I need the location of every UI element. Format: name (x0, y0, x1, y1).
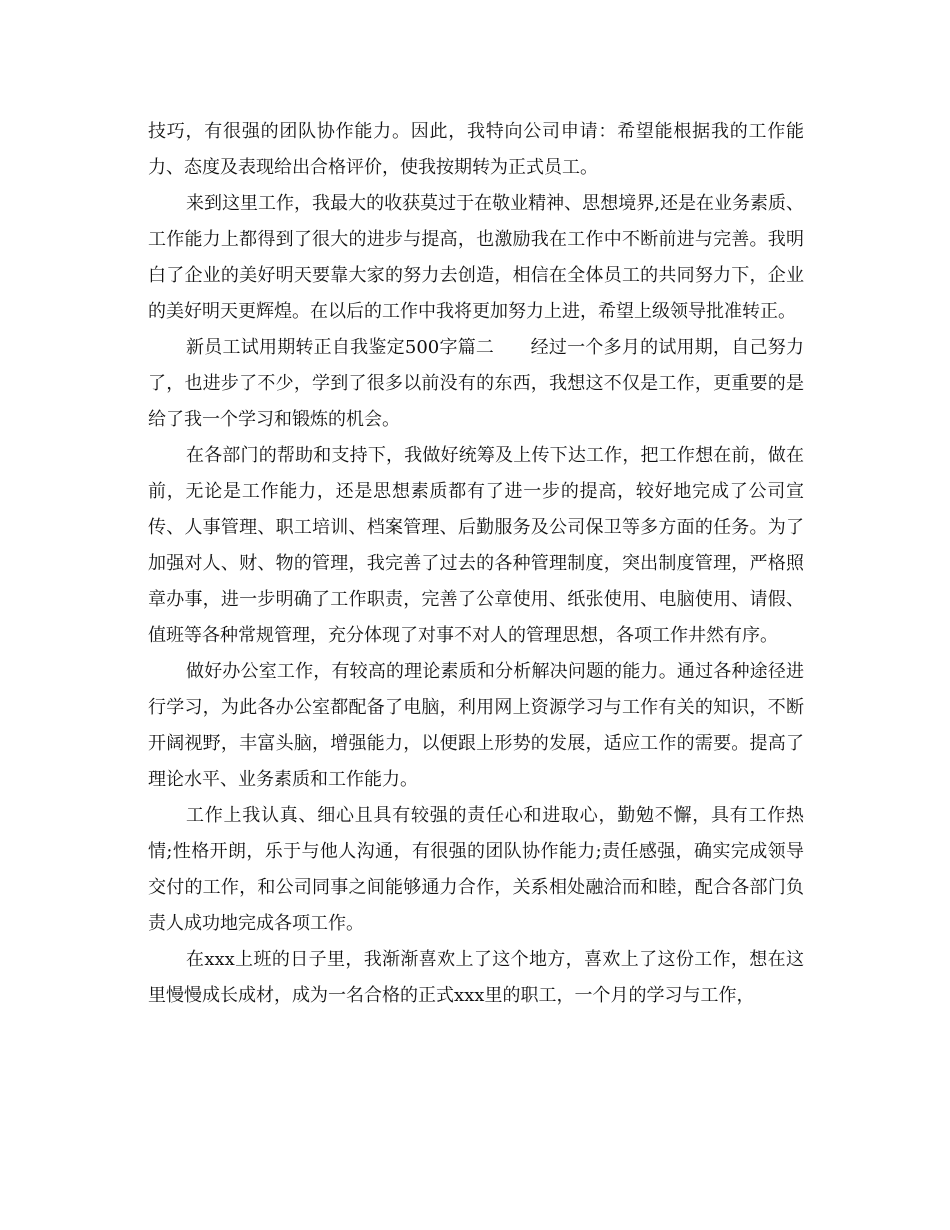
paragraph-7: 在xxx上班的日子里，我渐渐喜欢上了这个地方，喜欢上了这份工作，想在这里慢慢成长成材，成为一名合格的正式xxx里的职工，一个月的学习与工作， (148, 949, 804, 1006)
paragraph-2: 来到这里工作，我最大的收获莫过于在敬业精神、思想境界,还是在业务素质、工作能力上都得到了很大的进步与提高，也激励我在工作中不断前进与完善。我明白了企业的美好明天要靠大家的努力去创造，相信在全体员工的共同努力下，企业的美好明天更辉煌。在以后的工作中我将更加努力上进，希望上级领导批准转正。 (148, 193, 804, 322)
paragraph-6: 工作上我认真、细心且具有较强的责任心和进取心，勤勉不懈，具有工作热情;性格开朗，乐于与他人沟通，有很强的团队协作能力;责任感强，确实完成领导交付的工作，和公司同事之间能够通力合作，关系相处融洽而和睦，配合各部门负责人成功地完成各项工作。 (148, 805, 804, 934)
paragraph-1: 技巧，有很强的团队协作能力。因此，我特向公司申请：希望能根据我的工作能力、态度及表现给出合格评价，使我按期转为正式员工。 (148, 121, 804, 178)
paragraph-5: 做好办公室工作，有较高的理论素质和分析解决问题的能力。通过各种途径进行学习，为此各办公室都配备了电脑，利用网上资源学习与工作有关的知识，不断开阔视野，丰富头脑，增强能力，以便跟上形势的发展，适应工作的需要。提高了理论水平、业务素质和工作能力。 (148, 661, 804, 790)
paragraph-3: 新员工试用期转正自我鉴定500字篇二 经过一个多月的试用期，自己努力了，也进步了不少，学到了很多以前没有的东西，我想这不仅是工作，更重要的是给了我一个学习和锻炼的机会。 (148, 337, 804, 430)
document-body (148, 114, 804, 1014)
paragraph-4: 在各部门的帮助和支持下，我做好统筹及上传下达工作，把工作想在前，做在前，无论是工作能力，还是思想素质都有了进一步的提高，较好地完成了公司宣传、人事管理、职工培训、档案管理、后勤服务及公司保卫等多方面的任务。为了加强对人、财、物的管理，我完善了过去的各种管理制度，突出制度管理，严格照章办事，进一步明确了工作职责，完善了公章使用、纸张使用、电脑使用、请假、值班等各种常规管理，充分体现了对事不对人的管理思想，各项工作井然有序。 (148, 445, 804, 646)
